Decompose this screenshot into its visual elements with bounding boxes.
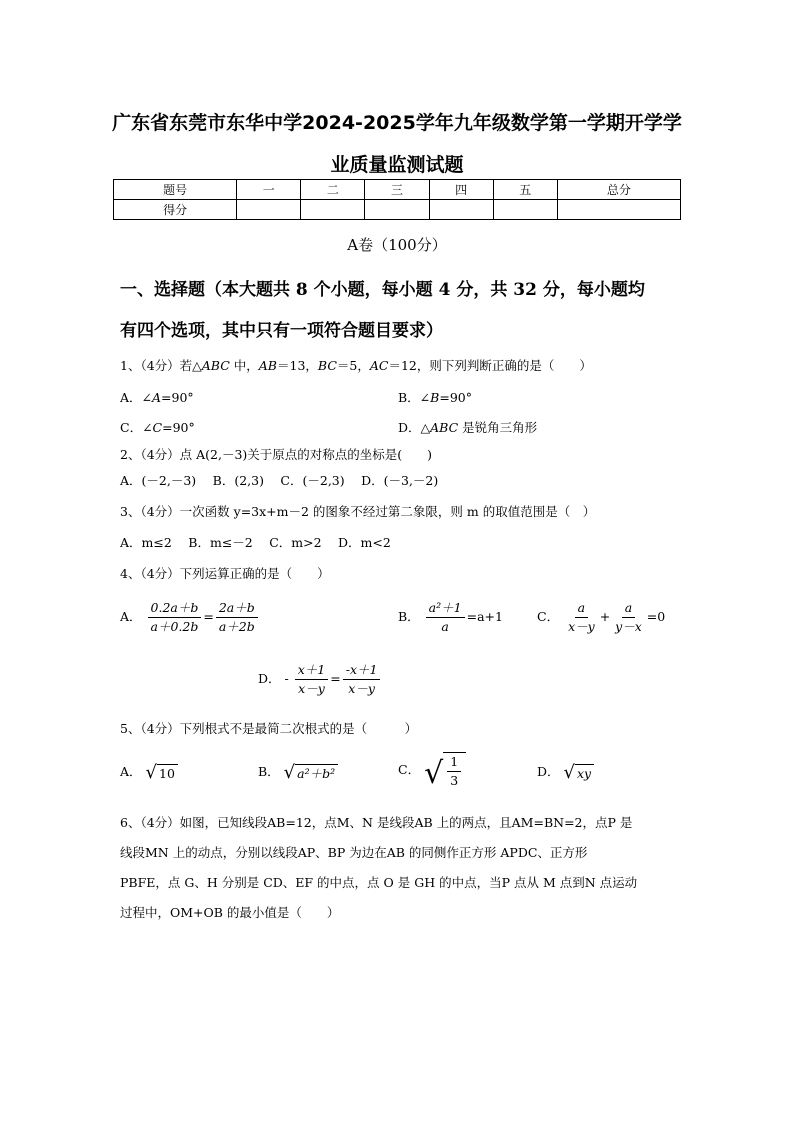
q1-stem-text: 1、（4分）若△ [120,358,202,373]
q1-option-b[interactable] [398,388,472,406]
section-a-heading: A卷（100分） [347,236,447,254]
exam-title-line1: 广东省东莞市东华中学2024-2025学年九年级数学第一学期开学学 [112,112,682,134]
score-cell[interactable] [301,200,365,220]
numerator: x＋1 [295,662,329,680]
score-cell[interactable] [493,200,557,220]
q4-option-c[interactable] [537,600,665,635]
denominator: x－y [348,681,375,696]
q6-line3: PBFE，点 G、H 分别是 CD、EF 的中点，点 O 是 GH 的中点，当P 点从 M 点到N 点运动 [120,875,638,890]
option-text: 是锐角三角形 [458,420,538,435]
option-label: C． [398,762,421,777]
score-table-score-row [114,200,681,220]
fraction [447,754,461,789]
score-header-cell: 五 [493,180,557,200]
denominator: a＋2b [218,619,255,634]
q1-stem-text: ＝12，则下列判断正确的是（ ） [388,358,592,373]
q6-line4: 过程中，OM+OB 的最小值是（ ） [120,905,340,920]
q5-option-d[interactable] [537,762,594,782]
numerator: a [622,600,635,618]
denominator: a [441,619,449,634]
score-header-cell: 题号 [114,180,237,200]
score-cell[interactable] [237,200,301,220]
q1-stem-text: ＝5， [336,358,370,373]
score-table-header-row [114,180,681,200]
fraction [148,600,202,635]
denominator: a＋0.2b [150,619,199,634]
q1-stem-text: 中， [229,358,259,373]
q3-stem: 3、（4分）一次函数 y=3x+m－2 的图象不经过第二象限，则 m 的取值范围是（ ） [120,504,596,519]
radical-sign: √ [145,761,157,783]
option-text: =90° [439,390,472,405]
fraction [565,600,598,635]
option-var: C [152,420,163,435]
sqrt-expression [145,761,178,783]
q4-option-d[interactable] [258,662,382,697]
q1-var: AC [369,358,389,373]
equals-sign: = [203,609,214,624]
numerator: a²＋1 [426,600,465,618]
q2-options[interactable]: A．(－2,－3) B．(2,3) C．(－2,3) D．(－3,－2) [120,473,439,488]
numerator: -x＋1 [343,662,381,680]
q5-option-c[interactable] [398,752,466,789]
denominator: x－y [568,619,595,634]
score-header-cell: 三 [365,180,429,200]
numerator: 1 [447,754,461,772]
q1-var: AB [258,358,277,373]
denominator: x－y [298,681,325,696]
q4-option-a[interactable] [120,600,260,635]
q1-option-c[interactable] [120,418,195,436]
q1-var: ABC [201,358,230,373]
option-label: C． [537,609,560,624]
option-text: =0 [646,609,666,624]
q6-line2: 线段MN 上的动点，分别以线段AP、BP 为边在AB 的同侧作正方形 APDC、正方形 [120,845,588,860]
q1-option-d[interactable] [398,418,537,436]
q5-option-b[interactable] [258,762,338,782]
option-label: A．∠ [120,390,153,405]
exam-title-line2: 业质量监测试题 [330,154,464,176]
q6-line1: 6、（4分）如图，已知线段AB=12，点M、N 是线段AB 上的两点，且AM=BN=2，点P 是 [120,815,633,830]
radical-sign: √ [563,761,575,783]
q1-option-a[interactable] [120,388,194,406]
radicand: xy [575,764,594,782]
minus-sign: - [284,671,289,686]
radicand [443,752,466,789]
sqrt-expression [563,761,595,783]
q5-stem: 5、（4分）下列根式不是最简二次根式的是（ ） [120,721,418,736]
radical-sign: √ [424,756,444,791]
q3-options[interactable]: A．m≤2 B．m≤－2 C．m>2 D．m<2 [120,535,391,550]
score-header-cell: 二 [301,180,365,200]
equals-sign: = [330,671,341,686]
denominator: 3 [450,773,459,788]
numerator: 2a＋b [216,600,258,618]
fraction [612,600,645,635]
denominator: y－x [615,619,642,634]
fraction [295,662,329,697]
option-label: A． [120,764,142,779]
q5-option-a[interactable] [120,762,178,782]
score-cell[interactable] [557,200,680,220]
option-label: B． [258,764,280,779]
section1-heading-line1: 一、选择题（本大题共 8 个小题，每小题 4 分，共 32 分，每小题均 [120,280,645,300]
score-header-cell: 四 [429,180,493,200]
numerator: a [575,600,588,618]
option-label: A． [120,609,142,624]
score-header-cell: 总分 [557,180,680,200]
option-var: B [430,390,440,405]
fraction [426,600,465,635]
option-label: D．△ [398,420,431,435]
q1-var: BC [317,358,337,373]
score-header-cell: 一 [237,180,301,200]
option-var: A [152,390,162,405]
option-text: =a+1 [466,609,503,624]
option-label: D． [537,764,560,779]
q1-stem-text: ＝13， [277,358,318,373]
score-cell[interactable] [429,200,493,220]
score-table [113,179,681,220]
q2-stem: 2、（4分）点 A(2,－3)关于原点的对称点的坐标是( ) [120,447,433,462]
option-text: =90° [162,420,195,435]
numerator: 0.2a＋b [148,600,202,618]
radicand: 10 [157,764,178,782]
score-row-label: 得分 [114,200,237,220]
sqrt-expression [424,752,466,789]
option-label: D． [258,671,281,686]
q4-stem: 4、（4分）下列运算正确的是（ ） [120,566,330,581]
score-cell[interactable] [365,200,429,220]
sqrt-expression [283,761,338,783]
radicand: a²＋b² [295,764,338,782]
fraction [216,600,258,635]
q4-option-b[interactable] [398,600,503,635]
option-label: B．∠ [398,390,431,405]
option-label: C．∠ [120,420,153,435]
radical-sign: √ [283,761,296,783]
option-text: =90° [161,390,194,405]
q1-stem [120,356,592,374]
plus-sign: + [599,609,611,624]
section1-heading-line2: 有四个选项，其中只有一项符合题目要求） [120,321,443,341]
fraction [343,662,381,697]
option-label: B． [398,609,420,624]
option-var: ABC [430,420,459,435]
